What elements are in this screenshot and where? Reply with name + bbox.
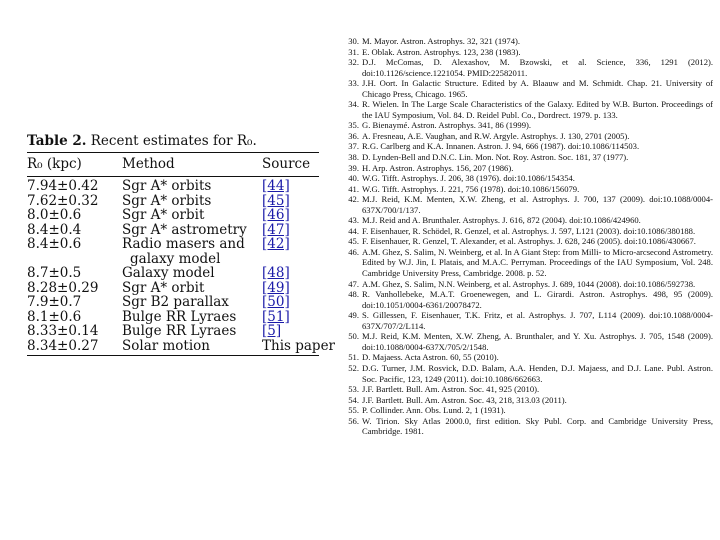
table-row [27, 281, 319, 296]
cell-source [262, 324, 319, 339]
cell-source [262, 208, 319, 223]
cell-method: Sgr A* orbits [122, 178, 212, 194]
list-item [341, 120, 713, 131]
table-caption-text: Recent estimates for R₀. [86, 133, 257, 149]
cell-r0: 8.34±0.27 [27, 337, 99, 354]
ref-text: S. Gillessen, F. Eisenhauer, T.K. Fritz, et al. Astrophys. J. 707, L114 (2009). doi:10.1088/0004-637X/707/2/L114. [362, 310, 713, 331]
list-item [341, 184, 713, 195]
ref-text: R. Wielen. In The Large Scale Characteristics of the Galaxy. Edited by W.B. Burton. Proceedings of the IAU Symposium, Vol. 84. D. Reidel Publ. Co., Dordrect. 1979. p. 133. [362, 99, 713, 120]
list-item [341, 163, 713, 174]
source-link[interactable]: [50] [262, 294, 290, 310]
ref-number: 47. [348, 278, 359, 289]
ref-text: A. Fresneau, A.E. Vaughan, and R.W. Argyle. Astrophys. J. 130, 2701 (2005). [362, 130, 630, 141]
cell-r0: 8.4±0.6 [27, 236, 82, 252]
ref-number: 53. [348, 384, 359, 395]
header-method: Method [122, 156, 175, 172]
ref-number: 48. [348, 289, 359, 300]
ref-number: 49. [348, 310, 359, 321]
source-link[interactable]: [44] [262, 178, 290, 194]
cell-source [262, 295, 319, 310]
cell-r0: 8.33±0.14 [27, 323, 99, 339]
cell-r0: 8.0±0.6 [27, 207, 82, 223]
list-item [341, 395, 713, 406]
source-link[interactable]: [48] [262, 265, 290, 281]
cell-method: Sgr A* astrometry [122, 221, 247, 238]
list-item [341, 99, 713, 120]
table-bottom-rule [27, 355, 319, 356]
cell-r0: 8.4±0.4 [27, 221, 82, 238]
list-item [341, 36, 713, 47]
table-row [27, 223, 319, 238]
cell-r0: 8.28±0.29 [27, 279, 99, 296]
header-source: Source [262, 156, 311, 172]
table-header-row [27, 153, 319, 176]
cell-source [262, 281, 319, 296]
ref-text: R. Vanhollebeke, M.A.T. Groenewegen, and L. Girardi. Astron. Astrophys. 498, 95 (2009). doi:10.1051/0004-6361/20078472. [362, 289, 713, 310]
list-item [341, 57, 713, 78]
ref-text: P. Collinder. Ann. Obs. Lund. 2, 1 (1931). [362, 405, 506, 416]
list-item [341, 416, 713, 437]
ref-text: W. Tirion. Sky Atlas 2000.0, first edition. Sky Publ. Corp. and Cambridge University Press, Cambridge. 1981. [362, 415, 713, 437]
ref-number: 44. [348, 225, 359, 236]
cell-method: Sgr B2 parallax [122, 294, 229, 310]
cell-method: Bulge RR Lyraes [122, 308, 237, 325]
source-link[interactable]: [46] [262, 207, 290, 223]
list-item [341, 226, 713, 237]
list-item [341, 78, 713, 99]
cell-method-line2: galaxy model [130, 250, 221, 267]
table-row [27, 237, 319, 266]
list-item [341, 152, 713, 163]
list-item [341, 405, 713, 416]
cell-r0: 7.9±0.7 [27, 294, 82, 310]
reference-list [341, 36, 713, 437]
cell-r0: 8.1±0.6 [27, 308, 82, 325]
list-item [341, 47, 713, 58]
list-item [341, 289, 713, 310]
list-item [341, 194, 713, 215]
ref-text: R.G. Carlberg and K.A. Innanen. Astron. J. 94, 666 (1987). doi:10.1086/114503. [362, 141, 640, 152]
table-row [27, 324, 319, 339]
ref-number: 52. [348, 362, 359, 373]
ref-number: 42. [348, 194, 359, 205]
cell-source [262, 310, 319, 325]
ref-number: 46. [348, 246, 359, 257]
source-link[interactable]: [42] [262, 236, 290, 252]
source-link[interactable]: [51] [262, 308, 290, 325]
ref-text: D. Lynden-Bell and D.N.C. Lin. Mon. Not. Roy. Astron. Soc. 181, 37 (1977). [362, 152, 629, 163]
cell-method: Solar motion [122, 337, 210, 354]
header-r0: R₀ (kpc) [27, 156, 82, 172]
cell-r0: 7.62±0.32 [27, 192, 99, 209]
table-row [27, 310, 319, 325]
ref-number: 54. [348, 394, 359, 405]
ref-text: D. Majaess. Acta Astron. 60, 55 (2010). [362, 352, 499, 363]
ref-text: H. Arp. Astron. Astrophys. 156, 207 (1986). [362, 162, 514, 173]
list-item [341, 173, 713, 184]
estimates-table-body [27, 177, 336, 355]
list-item [341, 384, 713, 395]
source-link[interactable]: [5] [262, 323, 282, 339]
ref-text: W.G. Tifft. Astrophys. J. 206, 38 (1976). doi:10.1086/154354. [362, 173, 575, 184]
ref-number: 55. [348, 405, 359, 416]
table-row [27, 208, 319, 223]
ref-number: 41. [348, 183, 359, 194]
ref-text: J.H. Oort. In Galactic Structure. Edited by A. Blaauw and M. Schmidt. Chap. 21. University of Chicago Press, Chicago. 1965. [362, 78, 713, 99]
cell-source [262, 266, 319, 281]
ref-text: M. Mayor. Astron. Astrophys. 32, 321 (1974). [362, 36, 521, 46]
ref-text: A.M. Ghez, S. Salim, N. Weinberg, et al. In A Giant Step: from Milli- to Micro-arcsecond Astrometry. Edited by W.J. Jin, I. Platais, and M.A.C. Perryman. Proceedings of the IAU Symposium, Vol. 248. Cambridge University Press, Cambridge. 2008. p. 52. [362, 246, 713, 279]
source-link[interactable]: [47] [262, 221, 290, 238]
list-item [341, 215, 713, 226]
list-item [341, 310, 713, 331]
cell-source [262, 237, 319, 266]
ref-text: F. Eisenhauer, R. Genzel, T. Alexander, et al. Astrophys. J. 628, 246 (2005). doi:10.1086/430667. [362, 236, 696, 247]
ref-number: 34. [348, 99, 359, 110]
ref-text: M.J. Reid, K.M. Menten, X.W. Zheng, et al. Astrophys. J. 700, 137 (2009). doi:10.1088/0004-637X/700/1/137. [362, 194, 713, 215]
ref-number: 37. [348, 141, 359, 152]
cell-source [262, 194, 319, 209]
ref-number: 38. [348, 152, 359, 163]
cell-method: Sgr A* orbit [122, 279, 205, 296]
ref-number: 56. [348, 415, 359, 426]
cell-r0: 8.7±0.5 [27, 265, 82, 281]
ref-number: 36. [348, 130, 359, 141]
ref-text: D.G. Turner, J.M. Rosvick, D.D. Balam, A.A. Henden, D.J. Majaess, and D.J. Lane. Publ. Astron. Soc. Pacific, 123, 1249 (2011). doi:10.1086/662663. [362, 362, 713, 384]
estimates-table [27, 153, 319, 176]
ref-text: J.F. Bartlett. Bull. Am. Astron. Soc. 41, 925 (2010). [362, 384, 540, 395]
list-item [341, 236, 713, 247]
ref-text: M.J. Reid and A. Brunthaler. Astrophys. J. 616, 872 (2004). doi:10.1086/424960. [362, 215, 641, 226]
ref-number: 51. [348, 352, 359, 363]
cell-method-line1: Radio masers and [122, 236, 245, 252]
cell-source [262, 223, 319, 238]
ref-number: 43. [348, 215, 359, 226]
ref-text: J.F. Bartlett. Bull. Am. Astron. Soc. 43, 218, 313.03 (2011). [362, 394, 567, 405]
list-item [341, 279, 713, 290]
ref-number: 45. [348, 236, 359, 247]
ref-text: M.J. Reid, K.M. Menten, X.W. Zheng, A. Brunthaler, and Y. Xu. Astrophys. J. 705, 1548 (2009). doi:10.1088/0004-637X/705/2/1548. [362, 331, 713, 352]
ref-number: 40. [348, 173, 359, 184]
estimates-table-block [27, 133, 336, 356]
list-item [341, 331, 713, 352]
cell-method [122, 237, 262, 266]
ref-text: G. Bienaymé. Astron. Astrophys. 341, 86 (1999). [362, 120, 531, 131]
ref-number: 35. [348, 120, 359, 131]
ref-number: 33. [348, 78, 359, 89]
ref-text: D.J. McComas, D. Alexashov, M. Bzowski, et al. Science, 336, 1291 (2012). doi:10.1126/science.1221054. PMID:22582011. [362, 57, 713, 78]
table-row [27, 295, 319, 310]
source-link[interactable]: [49] [262, 279, 290, 296]
table-row [27, 339, 319, 356]
cell-source [262, 177, 319, 194]
cell-r0: 7.94±0.42 [27, 178, 99, 194]
ref-number: 50. [348, 331, 359, 342]
ref-text: W.G. Tifft. Astrophys. J. 221, 756 (1978). doi:10.1086/156079. [362, 183, 580, 194]
table-row [27, 266, 319, 281]
ref-number: 39. [348, 162, 359, 173]
source-link[interactable]: [45] [262, 192, 290, 209]
ref-text: A.M. Ghez, S. Salim, N.N. Weinberg, et al. Astrophys. J. 689, 1044 (2008). doi:10.1086/592738. [362, 278, 696, 289]
table-row [27, 194, 319, 209]
cell-method: Sgr A* orbits [122, 192, 212, 209]
list-item [341, 247, 713, 279]
cell-source: This paper [262, 337, 336, 354]
table-row [27, 177, 319, 194]
cell-method: Sgr A* orbit [122, 207, 205, 223]
table-caption-label: Table 2. [27, 133, 87, 149]
ref-number: 31. [348, 46, 359, 57]
cell-method: Bulge RR Lyraes [122, 323, 237, 339]
list-item [341, 352, 713, 363]
ref-number: 30. [348, 36, 359, 46]
table-caption [27, 133, 319, 149]
ref-text: F. Eisenhauer, R. Schödel, R. Genzel, et al. Astrophys. J. 597, L121 (2003). doi:10.1086/380188. [362, 225, 696, 236]
list-item [341, 363, 713, 384]
cell-method: Galaxy model [122, 265, 215, 281]
ref-number: 32. [348, 57, 359, 68]
list-item [341, 141, 713, 152]
list-item [341, 131, 713, 142]
ref-text: E. Oblak. Astron. Astrophys. 123, 238 (1983). [362, 46, 521, 57]
